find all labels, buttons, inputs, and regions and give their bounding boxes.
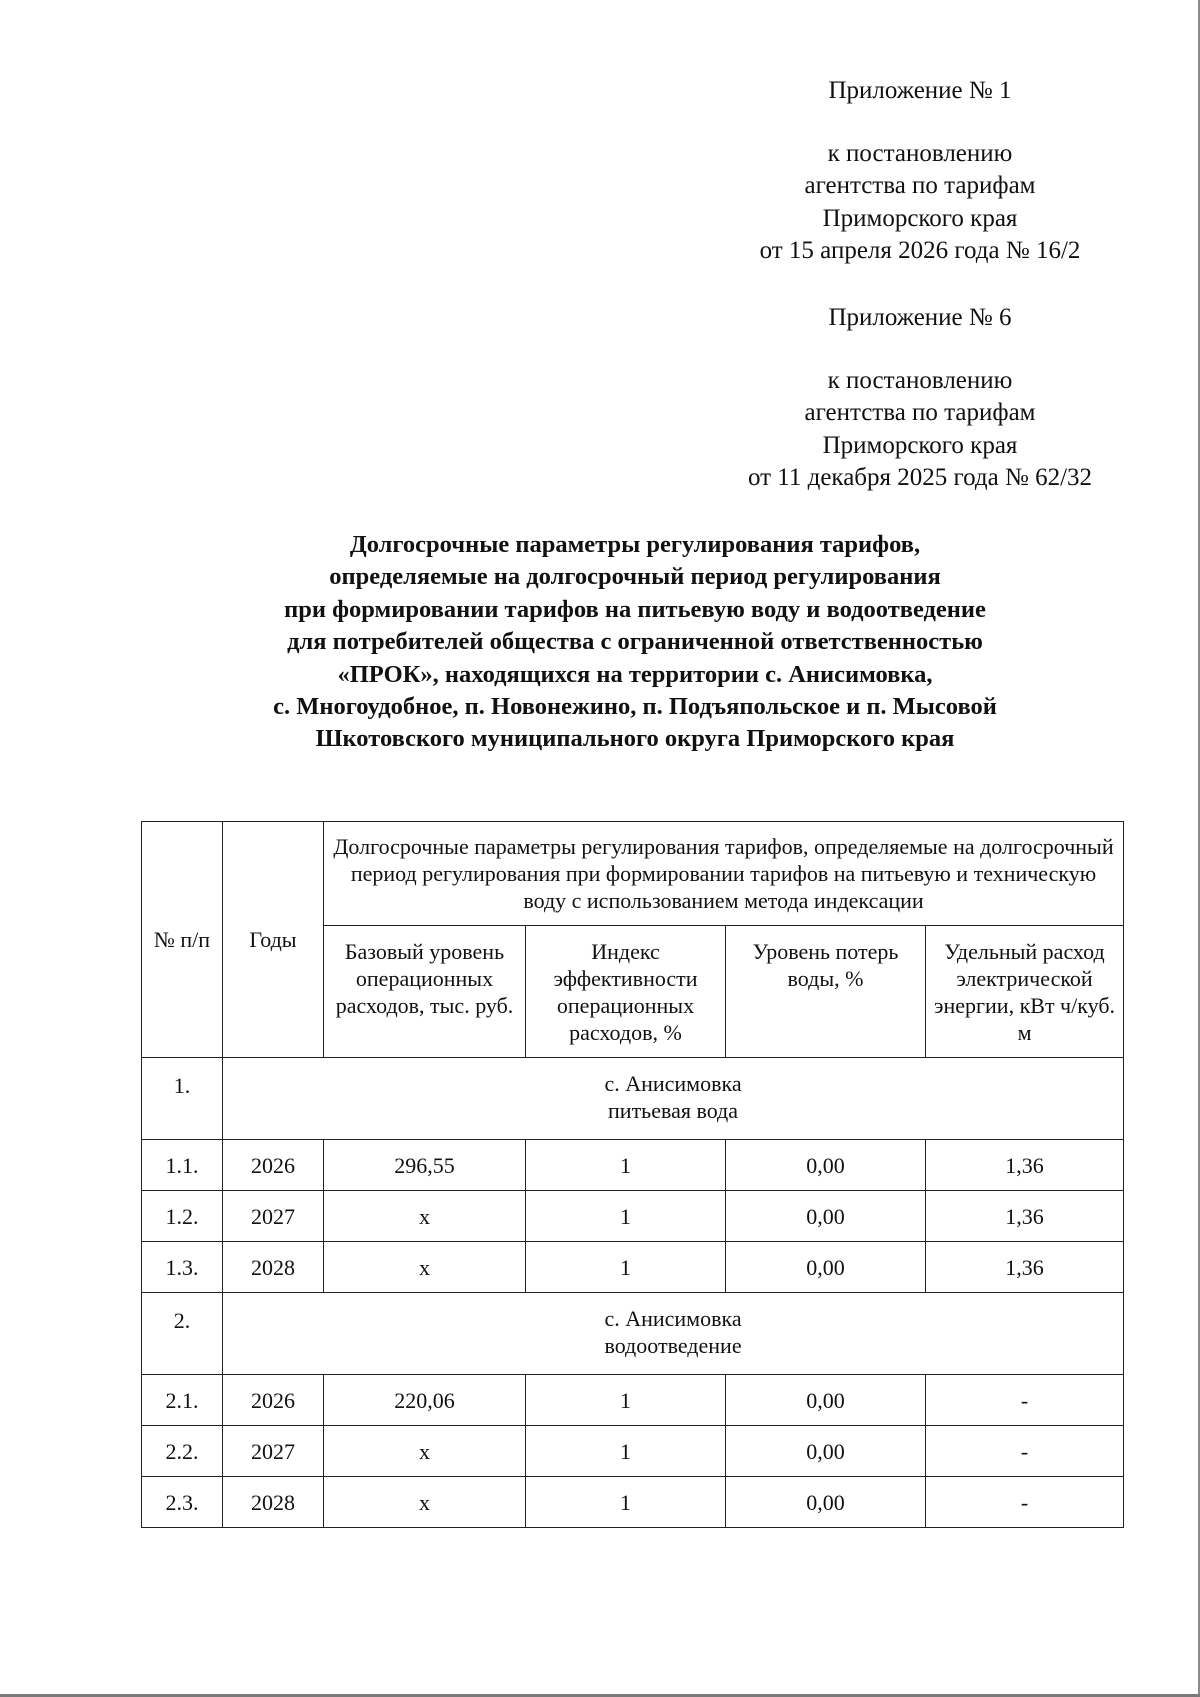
cell-base: 296,55 <box>324 1140 526 1191</box>
cell-year: 2027 <box>223 1191 324 1242</box>
cell-num: 2.1. <box>142 1375 223 1426</box>
table-row <box>142 1477 1124 1528</box>
header-num: № п/п <box>142 822 223 1058</box>
section-num: 1. <box>142 1058 223 1140</box>
cell-num: 2.2. <box>142 1426 223 1477</box>
cell-num: 2.3. <box>142 1477 223 1528</box>
table-row <box>142 1375 1124 1426</box>
tariff-parameters-table <box>141 821 1124 1528</box>
cell-base: 220,06 <box>324 1375 526 1426</box>
title-line: определяемые на долгосрочный период регулирования <box>329 563 941 591</box>
appendix-1-line: Приморского края <box>822 204 1018 232</box>
appendix-6-block <box>710 302 1130 495</box>
cell-index: 1 <box>526 1140 726 1191</box>
cell-power: - <box>926 1477 1124 1528</box>
cell-num: 1.1. <box>142 1140 223 1191</box>
title-line: при формировании тарифов на питьевую воду и водоотведение <box>284 595 986 623</box>
appendix-6-line: от 11 декабря 2025 года № 62/32 <box>747 464 1093 491</box>
table-row <box>142 1140 1124 1191</box>
cell-base: х <box>324 1242 526 1293</box>
cell-index: 1 <box>526 1375 726 1426</box>
section-name <box>223 1058 1124 1140</box>
header-efficiency-index: Индекс эффективности операционных расходов, % <box>526 926 726 1058</box>
document-title <box>150 529 1120 756</box>
cell-loss: 0,00 <box>726 1140 926 1191</box>
section-row <box>142 1293 1124 1375</box>
appendix-1-line: от 15 апреля 2026 года № 16/2 <box>759 237 1081 264</box>
cell-index: 1 <box>526 1191 726 1242</box>
table-row <box>142 1242 1124 1293</box>
title-line: для потребителей общества с ограниченной ответственностью <box>287 628 983 656</box>
cell-num: 1.3. <box>142 1242 223 1293</box>
cell-year: 2026 <box>223 1375 324 1426</box>
cell-loss: 0,00 <box>726 1191 926 1242</box>
appendix-1-block <box>710 75 1130 268</box>
cell-base: х <box>324 1191 526 1242</box>
appendix-6-line: к постановлению <box>827 366 1013 394</box>
section-name <box>223 1293 1124 1375</box>
header-base-opex: Базовый уровень операционных расходов, тыс. руб. <box>324 926 526 1058</box>
section-row <box>142 1058 1124 1140</box>
title-line: с. Многоудобное, п. Новонежино, п. Подъяпольское и п. Мысовой <box>273 693 997 721</box>
cell-year: 2026 <box>223 1140 324 1191</box>
cell-power: - <box>926 1426 1124 1477</box>
cell-power: 1,36 <box>926 1242 1124 1293</box>
section-service: водоотведение <box>604 1333 742 1358</box>
header-group: Долгосрочные параметры регулирования тарифов, определяемые на долгосрочный период регулирования при формировании тарифов на питьевую и техническую воду с использованием метода индексации <box>324 822 1124 926</box>
title-line: Долгосрочные параметры регулирования тарифов, <box>349 531 921 558</box>
title-line: Шкотовского муниципального округа Приморского края <box>315 725 955 753</box>
table-row <box>142 1191 1124 1242</box>
cell-loss: 0,00 <box>726 1477 926 1528</box>
cell-year: 2028 <box>223 1477 324 1528</box>
appendix-1-line: агентства по тарифам <box>804 172 1036 199</box>
cell-year: 2027 <box>223 1426 324 1477</box>
header-water-loss: Уровень потерь воды, % <box>726 926 926 1058</box>
cell-base: х <box>324 1426 526 1477</box>
appendix-1-title: Приложение № 1 <box>828 77 1012 104</box>
appendix-6-line: Приморского края <box>822 431 1018 459</box>
cell-power: - <box>926 1375 1124 1426</box>
section-service: питьевая вода <box>608 1098 739 1123</box>
appendix-6-title: Приложение № 6 <box>828 304 1012 331</box>
section-place: с. Анисимовка <box>604 1071 742 1096</box>
cell-index: 1 <box>526 1477 726 1528</box>
cell-base: х <box>324 1477 526 1528</box>
cell-power: 1,36 <box>926 1140 1124 1191</box>
cell-loss: 0,00 <box>726 1375 926 1426</box>
cell-num: 1.2. <box>142 1191 223 1242</box>
appendix-6-line: агентства по тарифам <box>804 399 1036 426</box>
cell-index: 1 <box>526 1426 726 1477</box>
title-line: «ПРОК», находящихся на территории с. Анисимовка, <box>337 660 933 688</box>
appendix-1-line: к постановлению <box>827 139 1013 167</box>
cell-loss: 0,00 <box>726 1426 926 1477</box>
section-place: с. Анисимовка <box>604 1306 742 1331</box>
cell-index: 1 <box>526 1242 726 1293</box>
cell-power: 1,36 <box>926 1191 1124 1242</box>
cell-year: 2028 <box>223 1242 324 1293</box>
section-num: 2. <box>142 1293 223 1375</box>
header-years: Годы <box>223 822 324 1058</box>
cell-loss: 0,00 <box>726 1242 926 1293</box>
table-row <box>142 1426 1124 1477</box>
header-power-consumption: Удельный расход электрической энергии, кВт ч/куб. м <box>926 926 1124 1058</box>
